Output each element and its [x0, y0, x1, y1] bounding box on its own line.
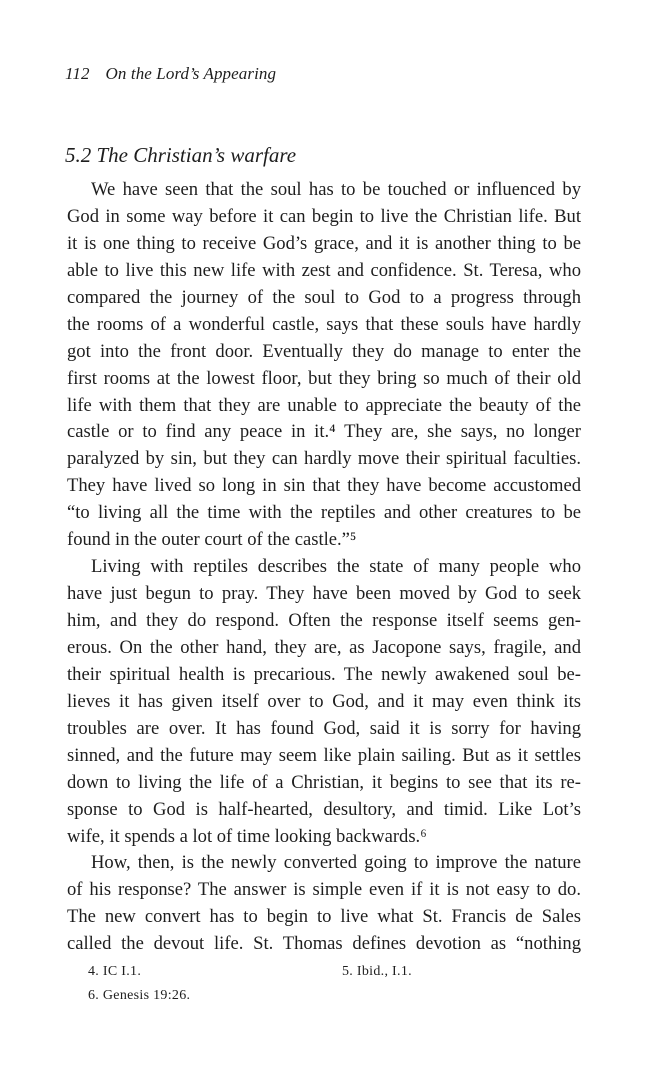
- body-line: the rooms of a wonderful castle, says that these souls have hardly: [67, 313, 581, 335]
- body-line: Living with reptiles describes the state of many people who: [91, 556, 581, 578]
- section-heading: 5.2 The Christian’s warfare: [65, 143, 297, 167]
- body-line: lieves it has given itself over to God, and it may even think its: [67, 690, 581, 712]
- footnote-row: [88, 960, 558, 984]
- body-line: called the devout life. St. Thomas defines devotion as “nothing: [67, 933, 581, 955]
- body-line: down to living the life of a Christian, it begins to see that its re-: [67, 771, 581, 793]
- page-number: 112: [65, 64, 90, 83]
- body-line: able to live this new life with zest and confidence. St. Teresa, who: [67, 259, 581, 281]
- body-line: sinned, and the future may seem like plain sailing. But as it settles: [67, 744, 581, 766]
- running-title: On the Lord’s Appearing: [105, 64, 277, 83]
- footnote-row: [88, 984, 558, 1008]
- running-head: [65, 64, 276, 84]
- body-line: compared the journey of the soul to God to a progress through: [67, 286, 581, 308]
- footnotes: [88, 960, 558, 1008]
- footnote-5: 5. Ibid., I.1.: [342, 964, 412, 979]
- body-line: life with them that they are unable to appreciate the beauty of the: [67, 394, 581, 416]
- body-line: of his response? The answer is simple even if it is not easy to do.: [67, 879, 581, 901]
- body-line: We have seen that the soul has to be touched or influenced by: [91, 179, 581, 200]
- body-line: They have lived so long in sin that they have become accustomed: [67, 475, 581, 497]
- body-line: “to living all the time with the reptiles and other creatures to be: [67, 502, 581, 524]
- body-line: God in some way before it can begin to live the Christian life. But: [67, 205, 581, 227]
- body-line: erous. On the other hand, they are, as Jacopone says, fragile, and: [67, 636, 581, 658]
- body-line: him, and they do respond. Often the response itself seems gen-: [67, 610, 581, 631]
- body-line: castle or to find any peace in it.⁴ They are, she says, no longer: [67, 421, 581, 443]
- body-line: found in the outer court of the castle.”⁵: [67, 529, 357, 551]
- body-line: first rooms at the lowest floor, but they bring so much of their old: [67, 367, 581, 389]
- body-line: The new convert has to begin to live what St. Francis de Sales: [67, 906, 581, 928]
- body-line: got into the front door. Eventually they do manage to enter the: [67, 340, 581, 362]
- body-line: sponse to God is half-hearted, desultory, and timid. Like Lot’s: [67, 798, 581, 820]
- footnote-4: 4. IC I.1.: [88, 964, 142, 979]
- body-line: troubles are over. It has found God, said it is sorry for having: [67, 717, 581, 739]
- footnote-6: 6. Genesis 19:26.: [88, 988, 191, 1003]
- body-text: [67, 177, 581, 958]
- body-line: How, then, is the newly converted going to improve the nature: [91, 852, 581, 874]
- body-line: it is one thing to receive God’s grace, and it is another thing to be: [67, 232, 581, 254]
- body-line: their spiritual health is precarious. The newly awakened soul be-: [67, 663, 581, 685]
- body-line: wife, it spends a lot of time looking backwards.⁶: [67, 825, 427, 847]
- body-line: have just begun to pray. They have been moved by God to seek: [67, 583, 581, 605]
- body-line: paralyzed by sin, but they can hardly move their spiritual faculties.: [67, 448, 581, 470]
